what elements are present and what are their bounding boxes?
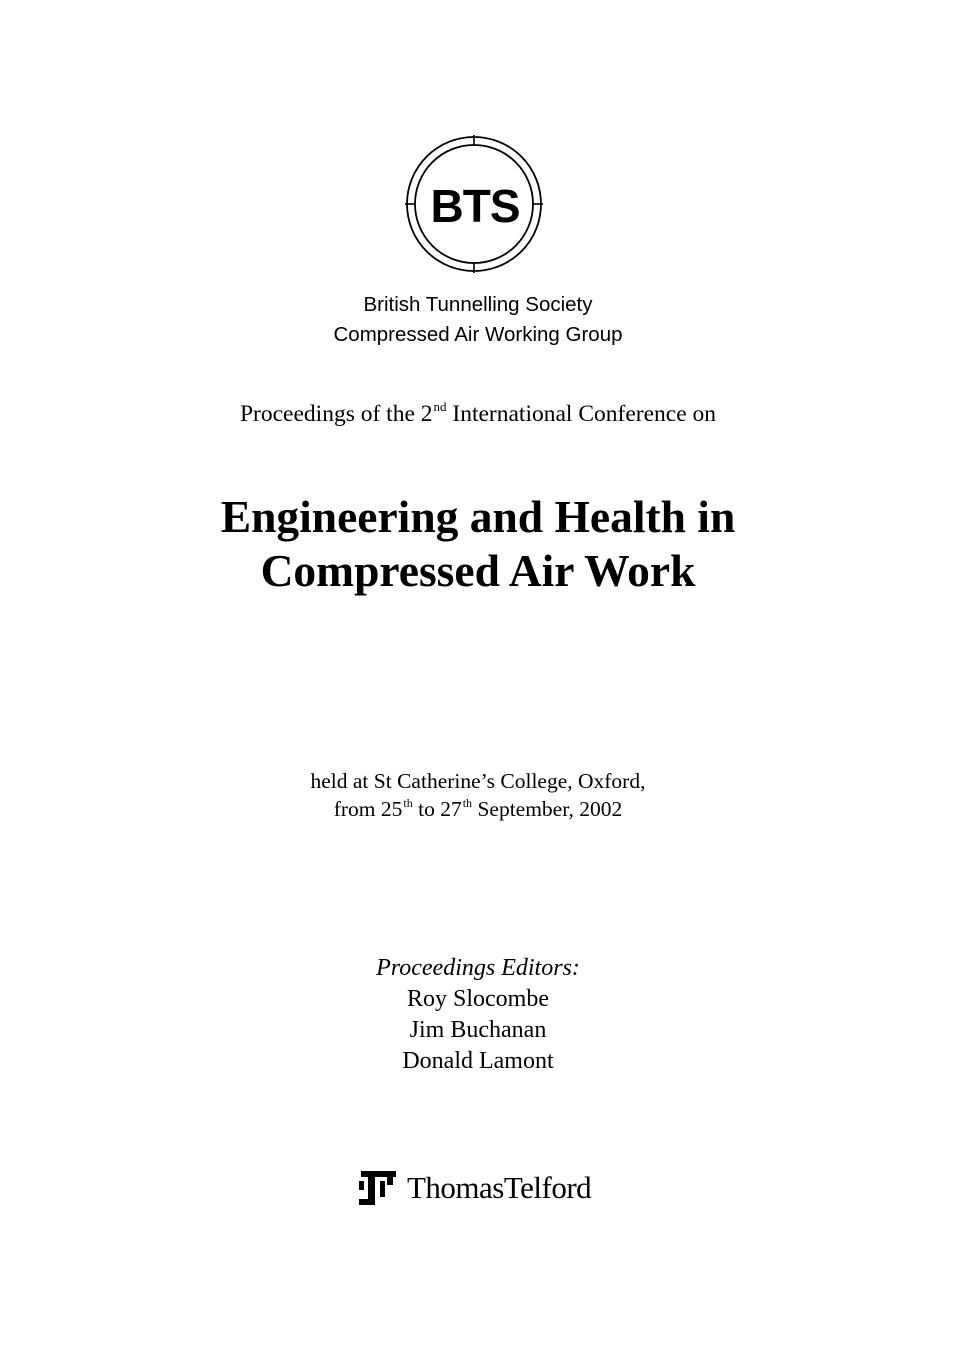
date-line — [0, 795, 956, 826]
working-group-name: Compressed Air Working Group — [333, 323, 623, 346]
date-from: from 25 — [333, 797, 403, 821]
proceedings-line — [0, 398, 956, 433]
ordinal-suffix: nd — [433, 399, 447, 414]
date-end: September, 2002 — [472, 797, 623, 821]
publisher-block — [356, 1166, 591, 1210]
organization-name: British Tunnelling Society — [363, 293, 593, 316]
editors-heading: Proceedings Editors: — [376, 955, 580, 981]
proceedings-line-after: International Conference on — [446, 401, 716, 427]
editors-block — [0, 953, 956, 1077]
editor-name: Jim Buchanan — [409, 1017, 547, 1043]
proceedings-line-before: Proceedings of the 2 — [239, 401, 433, 427]
organization-block — [0, 290, 956, 350]
title-line-1: Engineering and Health in — [220, 491, 736, 542]
thomas-telford-logo-icon — [356, 1167, 398, 1209]
title-line-2: Compressed Air Work — [260, 545, 696, 596]
date-to: to 27 — [412, 797, 462, 821]
bts-logo — [404, 134, 544, 274]
logo-text: BTS — [430, 180, 520, 232]
editor-name: Donald Lamont — [402, 1048, 554, 1074]
venue-line: held at St Catherine’s College, Oxford, — [310, 769, 646, 793]
venue-block — [0, 767, 956, 826]
editor-name: Roy Slocombe — [407, 986, 549, 1012]
publisher-name: ThomasTelford — [407, 1170, 592, 1205]
date-from-suffix: th — [403, 796, 413, 810]
conference-title — [0, 490, 956, 598]
date-to-suffix: th — [462, 796, 473, 810]
